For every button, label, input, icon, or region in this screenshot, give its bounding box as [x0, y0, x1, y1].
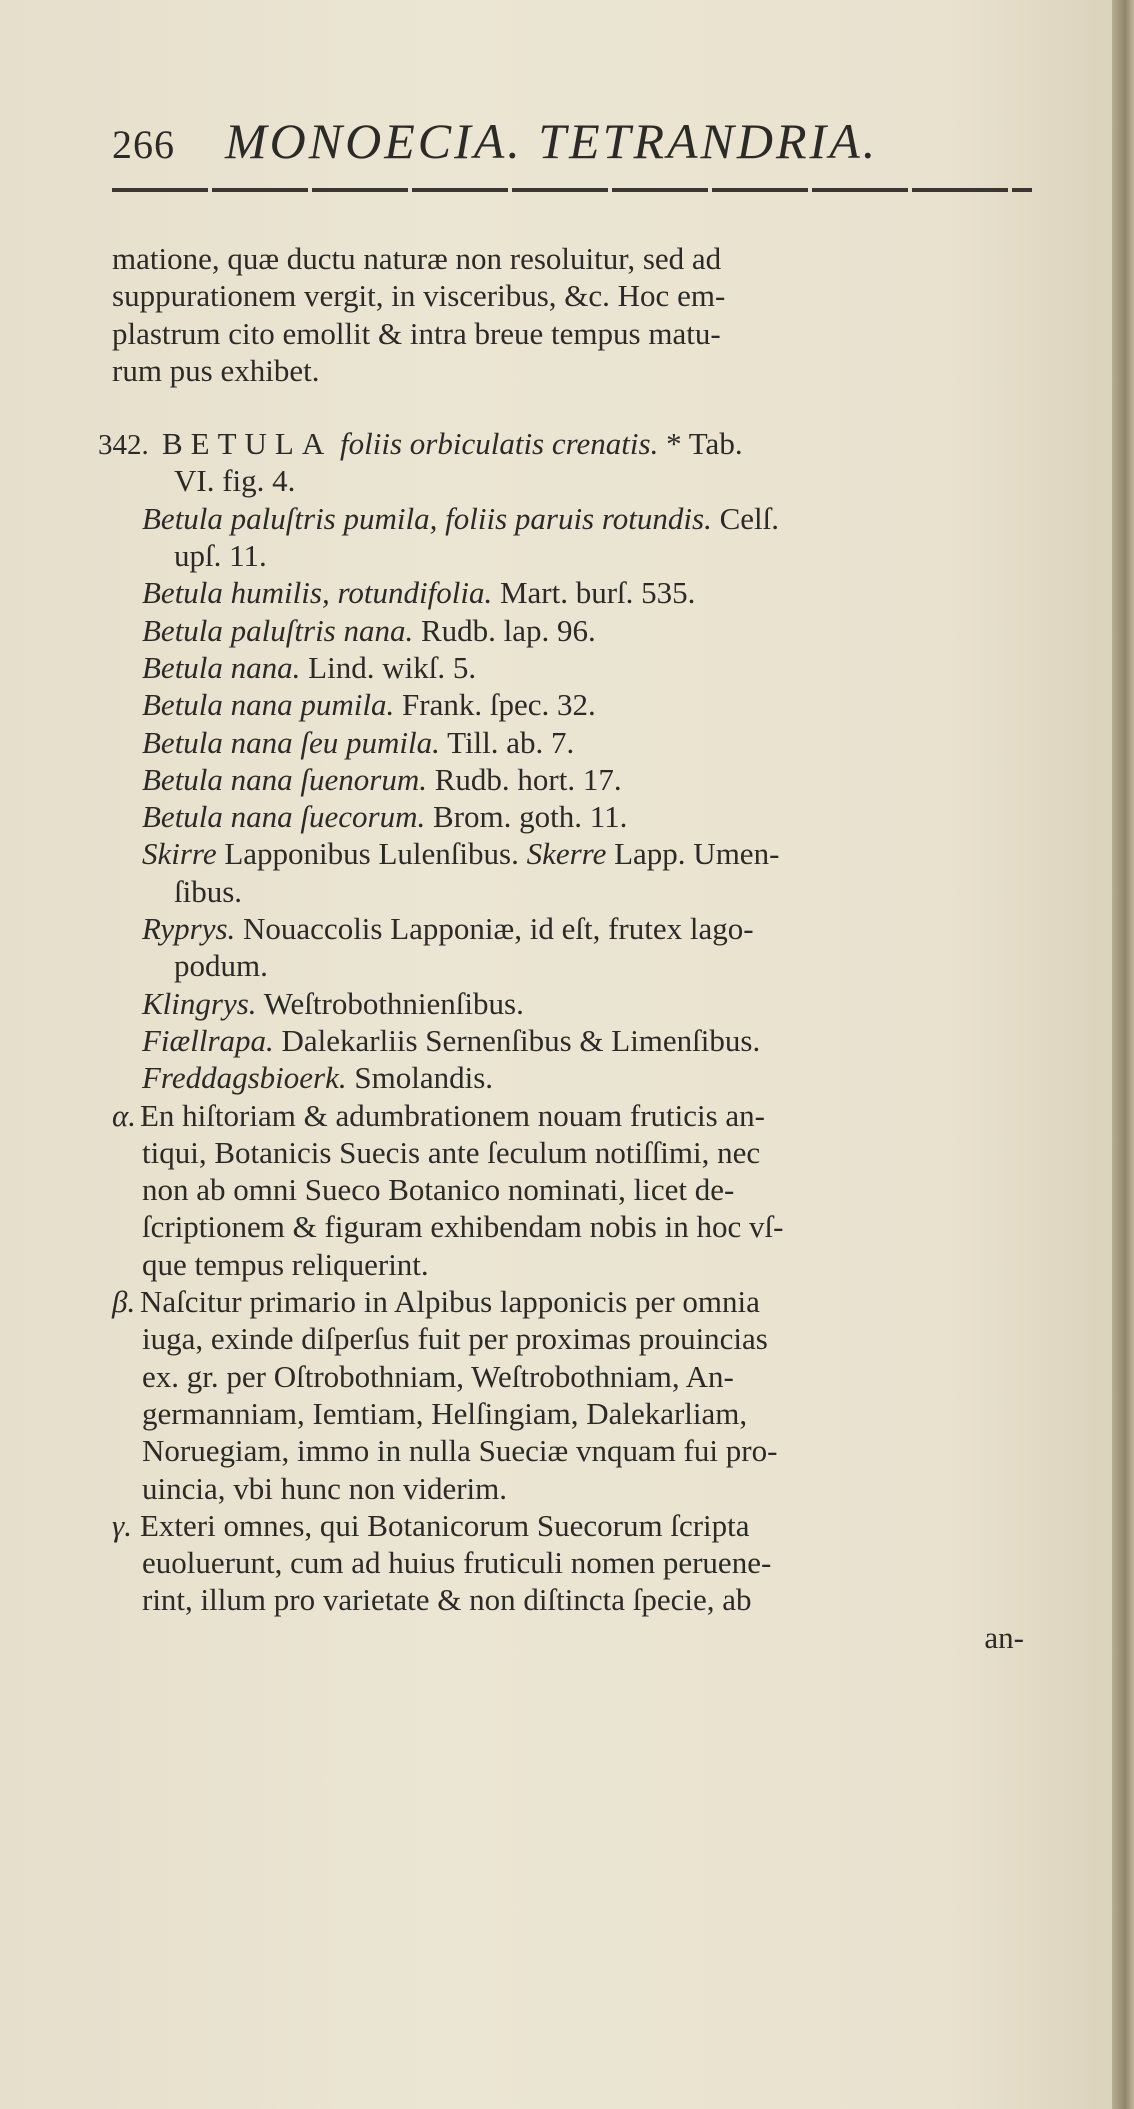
text-line: plastrum cito emollit & intra breue tempus matu-	[112, 315, 721, 351]
text-line: upſ. 11.	[174, 538, 267, 574]
synonym-line: Betula paluſtris pumila, foliis paruis rotundis. Celſ.	[142, 500, 779, 536]
vernacular-line: Ryprys. Nouaccolis Lapponiæ, id eſt, frutex lago-	[142, 911, 754, 947]
page-number: 266	[112, 122, 175, 167]
vernacular-line: Skirre Lapponibus Lulenſibus. Skerre Lapp. Umen-	[142, 836, 780, 872]
text-line: non ab omni Sueco Botanico nominati, licet de-	[142, 1172, 735, 1208]
running-title: MONOECIA. TETRANDRIA.	[225, 113, 879, 169]
text-line: VI. fig. 4.	[174, 463, 296, 499]
synonym-line: Betula paluſtris nana. Rudb. lap. 96.	[142, 612, 596, 648]
vernacular-line: Klingrys. Weſtrobothnienſibus.	[142, 985, 524, 1021]
synonym-line: Betula nana ſuenorum. Rudb. hort. 17.	[142, 761, 622, 797]
text-line: ſibus.	[174, 873, 243, 909]
text-line: ex. gr. per Oſtrobothniam, Weſtrobothniam, An-	[142, 1358, 734, 1394]
text-line: iuga, exinde diſperſus fuit per proximas prouincias	[142, 1321, 768, 1357]
diagnosis: foliis orbiculatis crenatis.	[340, 426, 659, 462]
text-line: suppurationem vergit, in visceribus, &c. Hoc em-	[112, 278, 726, 314]
text-line: rint, illum pro varietate & non diſtincta ſpecie, ab	[142, 1582, 752, 1618]
catchword: an-	[984, 1619, 1024, 1655]
genus-name: BETULA	[162, 426, 333, 462]
body-text	[98, 240, 1042, 1656]
text-line: euoluerunt, cum ad huius fruticuli nomen peruene-	[142, 1545, 772, 1581]
vernacular-line: Freddagsbioerk. Smolandis.	[142, 1060, 494, 1096]
note-alpha: α. En hiſtoriam & adumbrationem nouam fruticis an-	[112, 1097, 766, 1133]
text-line: matione, quæ ductu naturæ non resoluitur, sed ad	[112, 241, 722, 276]
note-mark: β.	[112, 1284, 136, 1320]
text-line: Noruegiam, immo in nulla Sueciæ vnquam fui pro-	[142, 1433, 778, 1469]
header-rule	[112, 188, 1032, 192]
plate-reference: * Tab.	[658, 426, 743, 462]
entry-heading	[98, 425, 1042, 462]
text-line: tiqui, Botanicis Suecis ante ſeculum notiſſimi, nec	[142, 1134, 761, 1170]
text-line: uincia, vbi hunc non viderim.	[142, 1470, 508, 1506]
synonym-line: Betula nana pumila. Frank. ſpec. 32.	[142, 687, 596, 723]
vernacular-line: Fiællrapa. Dalekarliis Sernenſibus & Limenſibus.	[142, 1022, 761, 1058]
note-mark: γ.	[112, 1507, 132, 1543]
running-head	[112, 112, 1032, 172]
note-gamma: γ. Exteri omnes, qui Botanicorum Suecorum ſcripta	[112, 1507, 750, 1543]
synonym-line: Betula nana ſeu pumila. Till. ab. 7.	[142, 724, 575, 760]
text-line: rum pus exhibet.	[112, 352, 320, 388]
paragraph-gap	[112, 389, 1042, 425]
note-beta: β. Naſcitur primario in Alpibus lapponicis per omnia	[112, 1284, 760, 1320]
note-mark: α.	[112, 1097, 137, 1133]
synonym-line: Betula humilis, rotundifolia. Mart. burſ. 535.	[142, 575, 696, 611]
entry-number: 342.	[98, 429, 149, 462]
page-edge	[1112, 0, 1134, 2109]
text-line: que tempus reliquerint.	[142, 1246, 429, 1282]
text-line: podum.	[174, 948, 268, 984]
text-line: germanniam, Iemtiam, Helſingiam, Dalekarliam,	[142, 1395, 748, 1431]
synonym-line: Betula nana. Lind. wikſ. 5.	[142, 649, 477, 685]
text-line: ſcriptionem & figuram exhibendam nobis in hoc vſ-	[142, 1209, 784, 1245]
synonym-line: Betula nana ſuecorum. Brom. goth. 11.	[142, 799, 628, 835]
